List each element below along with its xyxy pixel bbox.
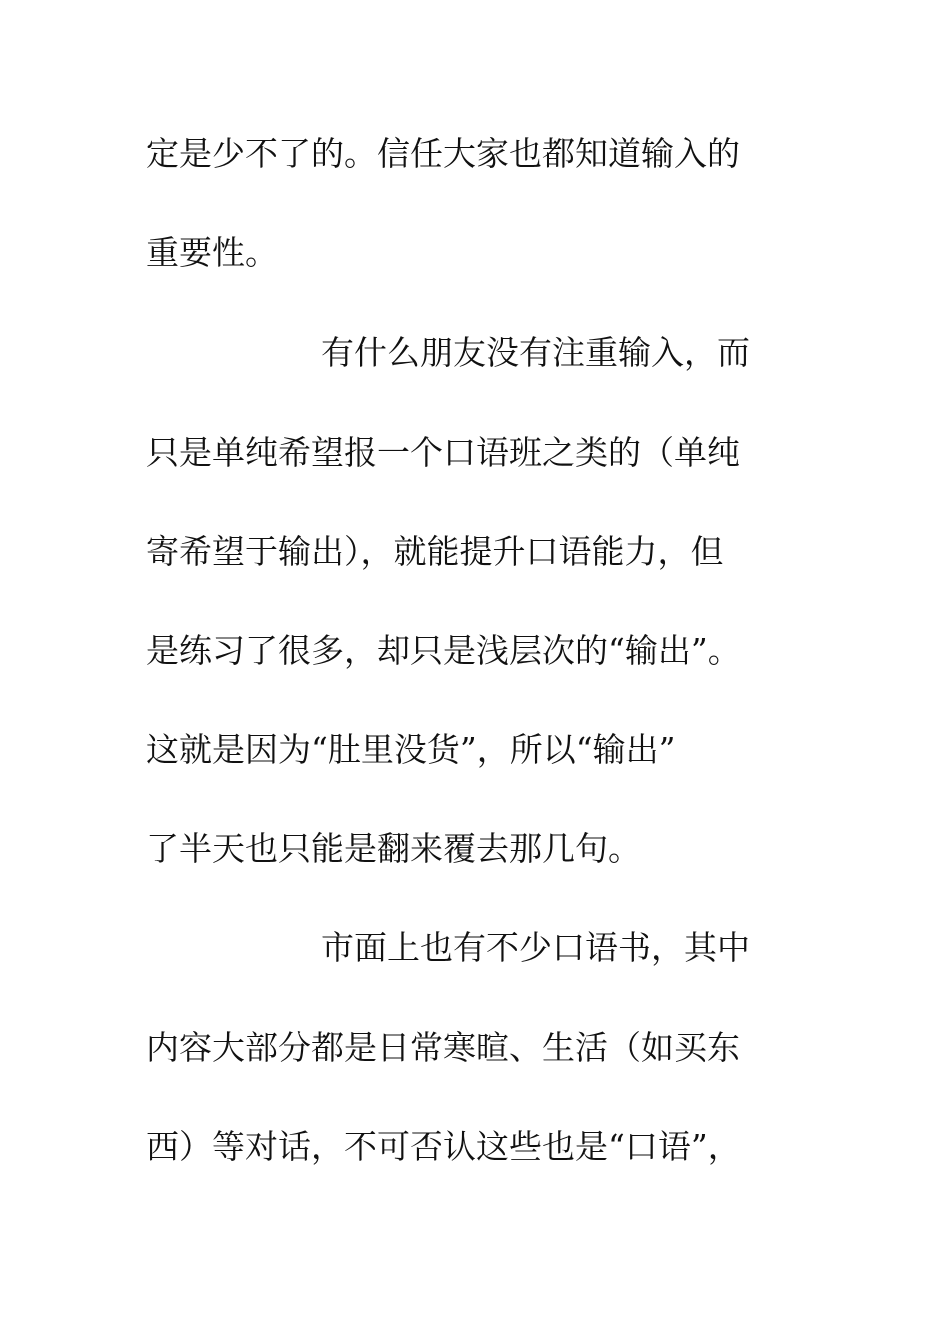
paragraph-1-line-1: 定是少不了的。信任大家也都知道输入的 xyxy=(146,134,740,173)
paragraph-1-line-2: 重要性。 xyxy=(146,233,278,272)
paragraph-2-line-1: 有什么朋友没有注重输入，而 xyxy=(321,333,750,372)
paragraph-2-line-6: 了半天也只能是翻来覆去那几句。 xyxy=(146,829,641,868)
paragraph-3-line-2: 内容大部分都是日常寒暄、生活（如买东 xyxy=(146,1028,740,1067)
paragraph-3-line-3: 西）等对话，不可否认这些也是“口语”， xyxy=(146,1127,741,1166)
paragraph-2-line-4: 是练习了很多，却只是浅层次的“输出”。 xyxy=(146,631,741,670)
paragraph-2-line-3: 寄希望于输出），就能提升口语能力，但 xyxy=(146,532,724,571)
paragraph-2-line-2: 只是单纯希望报一个口语班之类的（单纯 xyxy=(146,433,740,472)
paragraph-3-line-1: 市面上也有不少口语书，其中 xyxy=(321,928,750,967)
paragraph-2-line-5: 这就是因为“肚里没货”，所以“输出” xyxy=(146,730,676,769)
